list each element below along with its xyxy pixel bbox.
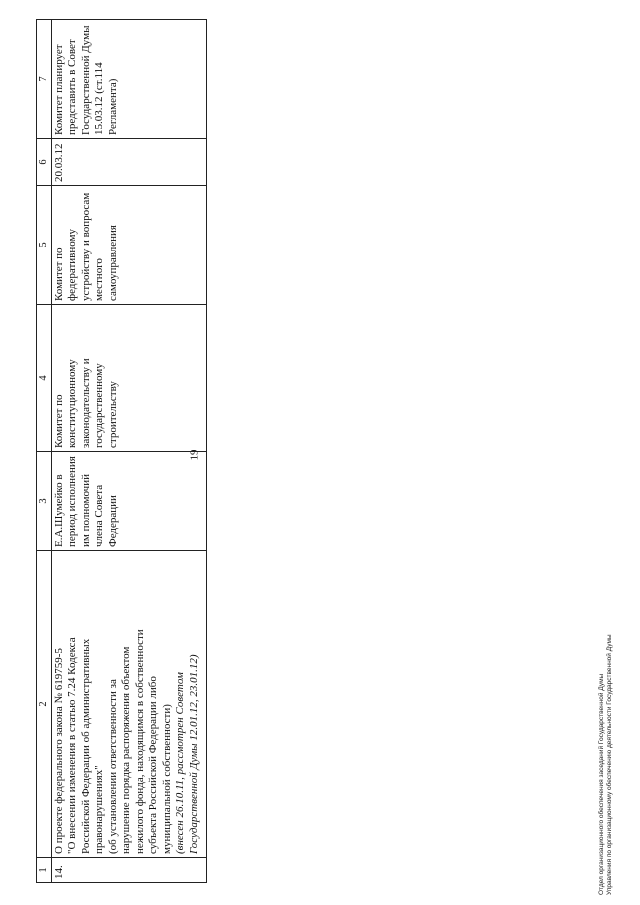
col-header-6: 6 (37, 139, 52, 186)
bill-title-line: правонарушениях" (93, 765, 105, 854)
committee-note: Комитет планирует представить в Совет Государственной Думы 15.03.12 (ст.114 Регламента) (51, 20, 202, 139)
bill-title (51, 551, 202, 858)
bottom-cell (202, 452, 207, 551)
bottom-cell (202, 20, 207, 139)
header-row (37, 20, 52, 883)
page-number: 19 (188, 449, 201, 461)
row-number: 14. (51, 858, 202, 883)
bottom-cell (202, 139, 207, 186)
bill-title-line: нежилого фонда, находящимся в собственности (133, 629, 146, 854)
review-date: 20.03.12 (51, 139, 202, 186)
footer-line: Отдел организационного обеспечения заседаний Государственной Думы (598, 673, 605, 895)
col-header-2: 2 (37, 551, 52, 858)
bill-title-line: субъекта Российской Федерации либо (147, 676, 159, 854)
bill-note-line: Государственной Думы 12.01.12, 23.01.12) (187, 654, 200, 854)
bill-title-line: "О внесении изменения в статью 7.24 Кодекса (66, 637, 78, 854)
bill-note-line: (внесен 26.10.11, рассмотрен Советом (174, 672, 186, 854)
bottom-cell (202, 305, 207, 452)
bill-title-line: О проекте федерального закона № 619759-5 (52, 648, 65, 854)
bill-title-line: Российской Федерации об административных (79, 638, 92, 854)
col-header-3: 3 (37, 452, 52, 551)
co-committee: Комитет по федеративному устройству и вопросам местного самоуправления (51, 186, 202, 305)
bottom-cell (202, 186, 207, 305)
bill-author: Е.А.Шумейко в период исполнения им полномочий члена Совета Федерации (51, 452, 202, 551)
bottom-cell (202, 551, 207, 858)
col-header-7: 7 (37, 20, 52, 139)
footer-line: Управления по организационному обеспечению деятельности Государственной Думы (606, 634, 613, 895)
col-header-5: 5 (37, 186, 52, 305)
col-header-4: 4 (37, 305, 52, 452)
bottom-cell (202, 858, 207, 883)
bill-title-line: (об установлении ответственности за (106, 679, 119, 854)
table-row (51, 20, 202, 883)
col-header-1: 1 (37, 858, 52, 883)
responsible-committee: Комитет по конституционному законодательству и государственному строительству (51, 305, 202, 452)
bill-title-line: муниципальной собственности) (160, 704, 173, 854)
agenda-table (36, 19, 207, 883)
table-bottom-border (202, 20, 207, 883)
bill-title-line: нарушение порядка распоряжения объектом (120, 646, 132, 854)
footer (598, 634, 614, 895)
